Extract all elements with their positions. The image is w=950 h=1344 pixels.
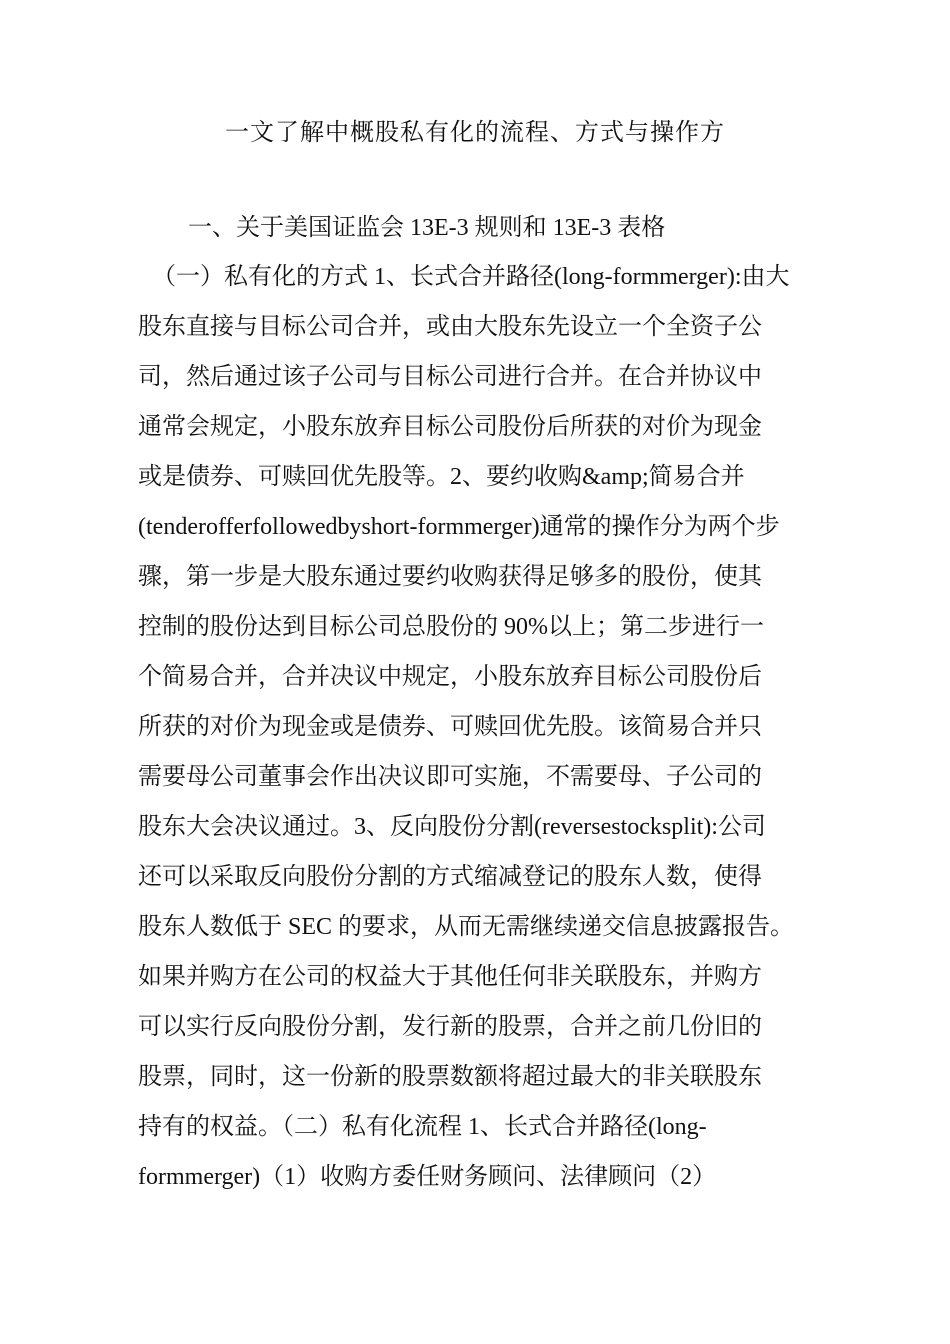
- body-line: 司，然后通过该子公司与目标公司进行合并。在合并协议中: [138, 364, 762, 390]
- document-title: 一文了解中概股私有化的流程、方式与操作方: [225, 120, 725, 146]
- body-line: (tenderofferfollowedbyshort-formmerger)通常的操作分为两个步: [138, 514, 780, 540]
- body-line: 控制的股份达到目标公司总股份的 90%以上；第二步进行一: [138, 614, 764, 640]
- body-line: formmerger)（1）收购方委任财务顾问、法律顾问（2）: [138, 1164, 717, 1190]
- body-line: 如果并购方在公司的权益大于其他任何非关联股东，并购方: [138, 964, 762, 990]
- body-line: 股东人数低于 SEC 的要求，从而无需继续递交信息披露报告。: [138, 914, 795, 940]
- body-line: 通常会规定，小股东放弃目标公司股份后所获的对价为现金: [138, 414, 762, 440]
- body-line: 还可以采取反向股份分割的方式缩减登记的股东人数，使得: [138, 864, 762, 890]
- body-line: 需要母公司董事会作出决议即可实施，不需要母、子公司的: [138, 764, 762, 790]
- body-line: 股东直接与目标公司合并，或由大股东先设立一个全资子公: [138, 314, 762, 340]
- body-line: 股东大会决议通过。3、反向股份分割(reversestocksplit):公司: [138, 814, 766, 840]
- body-line: （一）私有化的方式 1、长式合并路径(long-formmerger):由大: [152, 264, 790, 290]
- body-line: 可以实行反向股份分割，发行新的股票，合并之前几份旧的: [138, 1014, 762, 1040]
- body-line: 或是债券、可赎回优先股等。2、要约收购&amp;简易合并: [138, 464, 745, 490]
- body-line: 骤，第一步是大股东通过要约收购获得足够多的股份，使其: [138, 564, 762, 590]
- body-line: 个简易合并，合并决议中规定，小股东放弃目标公司股份后: [138, 664, 762, 690]
- body-line: 所获的对价为现金或是债券、可赎回优先股。该简易合并只: [138, 714, 762, 740]
- section-heading: 一、关于美国证监会 13E-3 规则和 13E-3 表格: [188, 215, 666, 241]
- body-line: 股票，同时，这一份新的股票数额将超过最大的非关联股东: [138, 1064, 762, 1090]
- body-line: 持有的权益。（二）私有化流程 1、长式合并路径(long-: [138, 1114, 707, 1140]
